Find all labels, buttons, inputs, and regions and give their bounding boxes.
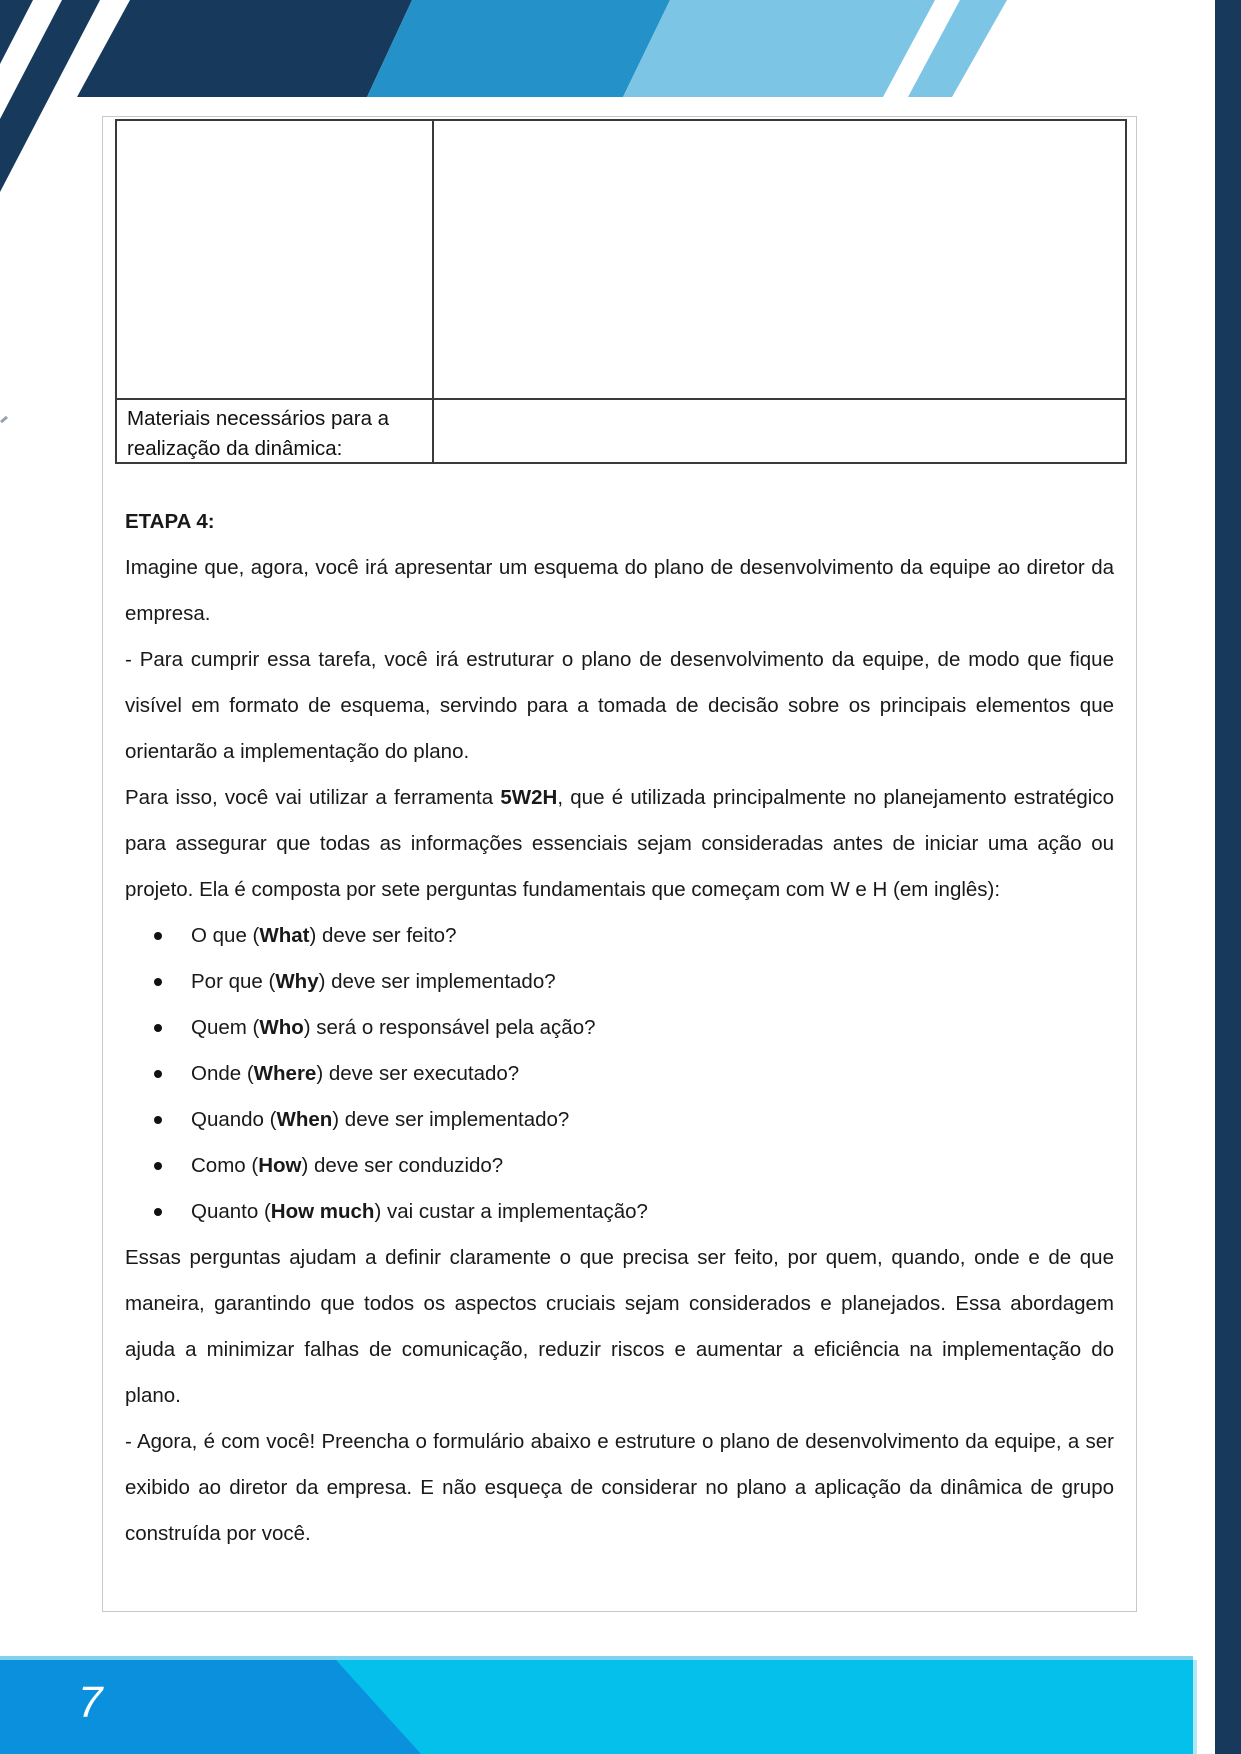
table-cell-materials-value — [434, 398, 1125, 462]
paragraph-tool-pre: Para isso, você vai utilizar a ferramenta — [125, 786, 501, 809]
bullet-text: ) vai custar a implementação? — [374, 1200, 648, 1223]
bullet-text: ) deve ser implementado? — [332, 1108, 570, 1131]
bold-term: How much — [270, 1200, 375, 1223]
bullet-text: Quem ( — [191, 1016, 260, 1039]
bullet-text: Quanto ( — [191, 1200, 271, 1223]
bullet-text: ) deve ser implementado? — [318, 970, 556, 993]
bullet-dot-icon — [154, 978, 162, 986]
paragraph-callout: - Agora, é com você! Preencha o formulário abaixo e estruture o plano de desenvolvimento da equipe, a ser exibido ao diretor da empresa. E não esqueça de considerar no plano a aplicação da dinâmica de grupo construída por você. — [125, 1430, 1114, 1545]
footer-bar — [0, 1660, 1193, 1754]
questions-list — [125, 913, 1114, 1235]
bold-term: Why — [275, 970, 319, 993]
bullet-text: Por que ( — [191, 970, 276, 993]
paragraph-explanation: Essas perguntas ajudam a definir claramente o que precisa ser feito, por quem, quando, onde e de que maneira, garantindo que todos os aspectos cruciais sejam considerados e planejados. Essa abordagem ajuda a minimizar falhas de comunicação, reduzir riscos e aumentar a eficiência na implementação do plano. — [125, 1246, 1114, 1407]
paragraph-task: - Para cumprir essa tarefa, você irá estruturar o plano de desenvolvimento da equipe, de modo que fique visível em formato de esquema, servindo para a tomada de decisão sobre os principais elementos que orientarão a implementação do plano. — [125, 648, 1114, 763]
bullet-dot-icon — [154, 1070, 162, 1078]
bullet-item — [125, 959, 1114, 1005]
left-edge-dash — [0, 416, 8, 424]
content-frame — [102, 116, 1137, 1612]
bullet-dot-icon — [154, 1116, 162, 1124]
table-cell-row1-left — [117, 121, 434, 398]
bullet-text: Quando ( — [191, 1108, 277, 1131]
bold-term: How — [258, 1154, 302, 1177]
bold-term: Who — [259, 1016, 304, 1039]
document-body — [125, 499, 1114, 1557]
table-cell-row1-right — [434, 121, 1125, 398]
paragraph-tool — [125, 775, 1114, 913]
bullet-text: ) deve ser conduzido? — [301, 1154, 504, 1177]
bullet-text: O que ( — [191, 924, 260, 947]
section-heading: ETAPA 4: — [125, 510, 215, 533]
bullet-dot-icon — [154, 1162, 162, 1170]
bullet-item — [125, 1143, 1114, 1189]
bold-term-5w2h: 5W2H — [500, 786, 558, 809]
footer-edge-sliver — [1193, 1660, 1197, 1754]
bold-term: What — [259, 924, 310, 947]
paragraph-intro: Imagine que, agora, você irá apresentar um esquema do plano de desenvolvimento da equipe ao diretor da empresa. — [125, 556, 1114, 625]
bullet-text: Como ( — [191, 1154, 259, 1177]
bullet-dot-icon — [154, 1024, 162, 1032]
materials-table — [115, 119, 1127, 464]
bullet-text: Onde ( — [191, 1062, 254, 1085]
bullet-dot-icon — [154, 1208, 162, 1216]
page-number: 7 — [78, 1678, 103, 1727]
bullet-text: ) deve ser feito? — [309, 924, 457, 947]
bold-term: Where — [253, 1062, 317, 1085]
bullet-item — [125, 913, 1114, 959]
bullet-text: ) deve ser executado? — [316, 1062, 520, 1085]
bullet-item — [125, 1189, 1114, 1235]
bullet-item — [125, 1097, 1114, 1143]
bullet-dot-icon — [154, 932, 162, 940]
footer-accent-shape — [0, 1660, 1193, 1754]
table-cell-materials-label: Materiais necessários para a realização da dinâmica: — [117, 398, 434, 462]
paragraph-tool-post: , que é utilizada principalmente no planejamento estratégico para assegurar que todas as informações essenciais sejam consideradas antes de iniciar uma ação ou projeto. Ela é composta por sete perguntas fundamentais que começam com W e H (em inglês): — [125, 786, 1114, 901]
bullet-item — [125, 1005, 1114, 1051]
right-edge-bar — [1215, 0, 1241, 1754]
bold-term: When — [276, 1108, 333, 1131]
bullet-item — [125, 1051, 1114, 1097]
bullet-text: ) será o responsável pela ação? — [303, 1016, 596, 1039]
